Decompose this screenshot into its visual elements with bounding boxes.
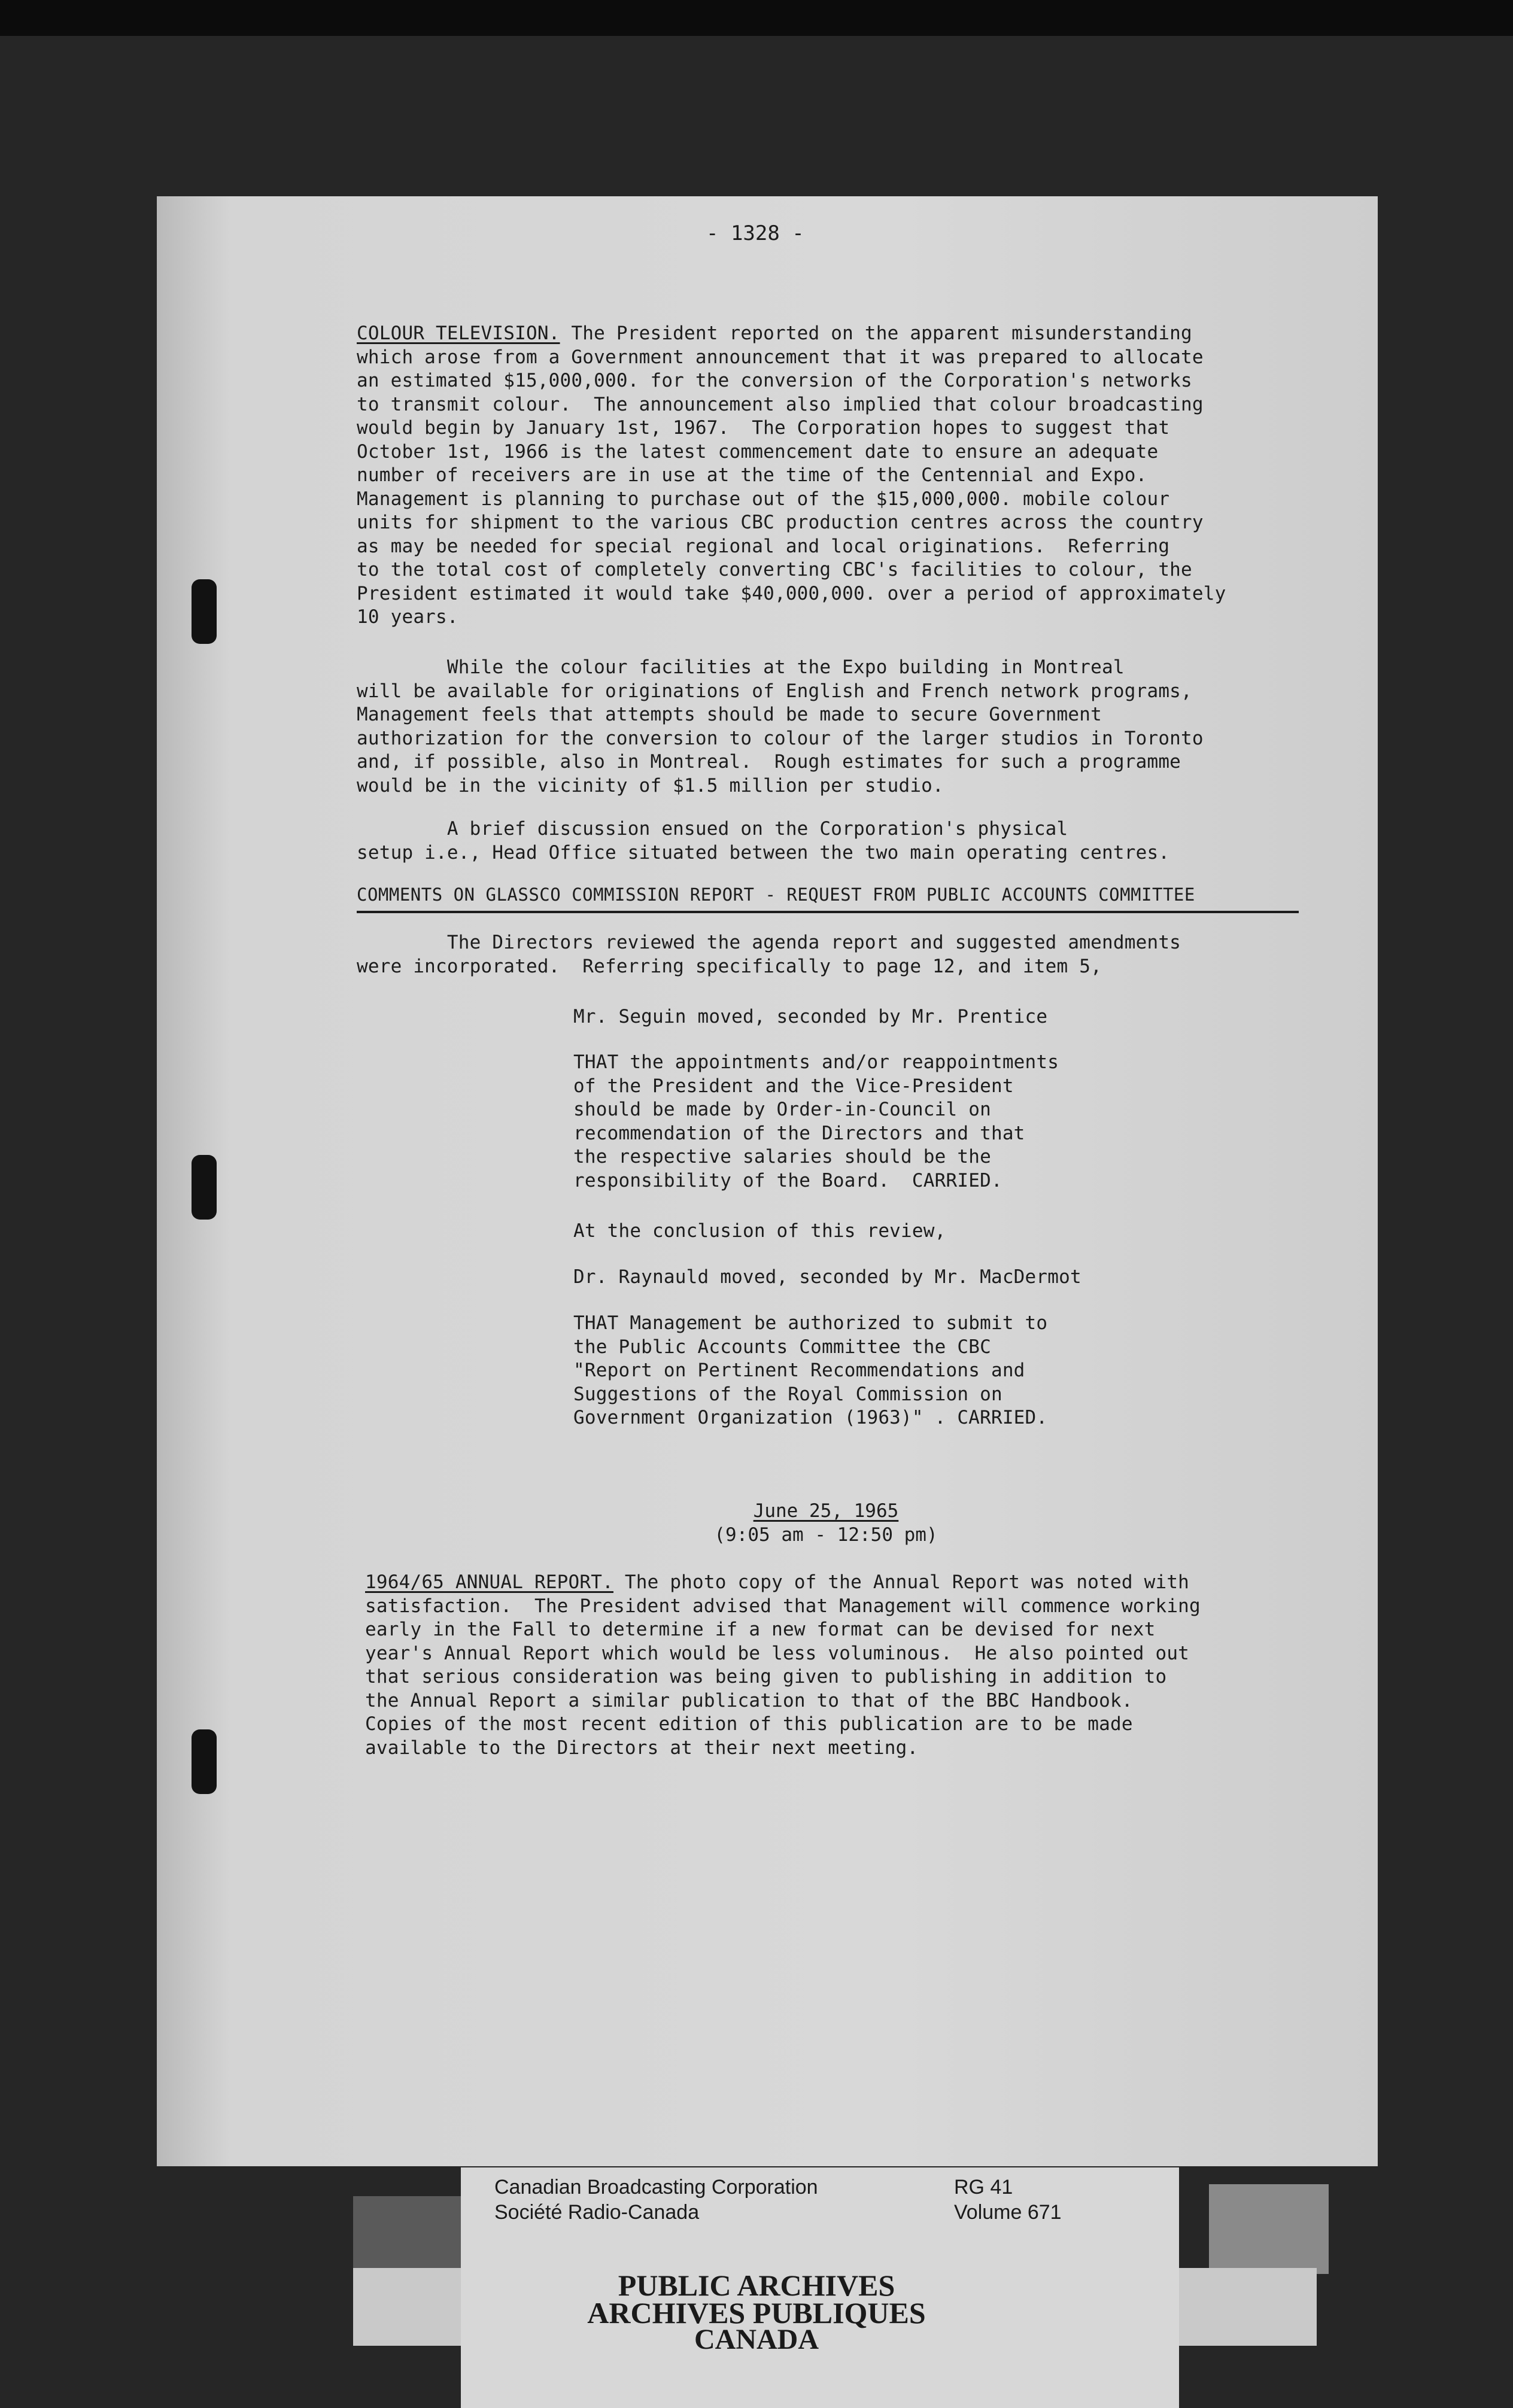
text-line: October 1st, 1966 is the latest commencement date to ensure an adequate [357, 440, 1159, 463]
annual-report-paragraph [365, 1571, 1201, 1760]
colour-tv-paragraph-1 [357, 322, 1226, 630]
label-volume: Volume 671 [954, 2201, 1062, 2224]
archive-title-en: PUBLIC ARCHIVES [618, 2269, 895, 2302]
meeting-date: June 25, 1965 [753, 1500, 899, 1522]
text-line: an estimated $15,000,000. for the conversion of the Corporation's networks [357, 370, 1192, 391]
text-line: should be made by Order-in-Council on [573, 1099, 991, 1120]
text-line: as may be needed for special regional and local originations. Referring [357, 535, 1170, 557]
text-line: the Annual Report a similar publication to that of the BBC Handbook. [365, 1689, 1133, 1711]
text-line: While the colour facilities at the Expo building in Montreal [357, 656, 1125, 678]
text-line: authorization for the conversion to colour of the larger studios in Toronto [357, 727, 1204, 749]
punch-hole [192, 579, 217, 644]
text-line: available to the Directors at their next meeting. [365, 1737, 919, 1759]
colour-tv-heading: COLOUR TELEVISION. [357, 323, 560, 344]
text-line: The photo copy of the Annual Report was noted with [613, 1571, 1190, 1593]
text-line: Management is planning to purchase out of the $15,000,000. mobile colour [357, 488, 1170, 510]
meeting-time: (9:05 am - 12:50 pm) [714, 1524, 938, 1546]
text-line: Management feels that attempts should be made to secure Government [357, 704, 1102, 725]
text-line: recommendation of the Directors and that [573, 1122, 1025, 1144]
text-line: and, if possible, also in Montreal. Rough estimates for such a programme [357, 751, 1181, 773]
text-line: responsibility of the Board. CARRIED. [573, 1169, 1002, 1191]
annual-report-heading: 1964/65 ANNUAL REPORT. [365, 1571, 613, 1593]
text-line: A brief discussion ensued on the Corporation's physical [357, 818, 1068, 840]
text-line: which arose from a Government announcement that it was prepared to allocate [357, 346, 1204, 368]
text-line: early in the Fall to determine if a new format can be devised for next [365, 1619, 1156, 1640]
text-line: 10 years. [357, 606, 458, 628]
text-line: would begin by January 1st, 1967. The Corporation hopes to suggest that [357, 417, 1170, 439]
label-rg: RG 41 [954, 2176, 1013, 2199]
text-line: THAT Management be authorized to submit to [573, 1312, 1048, 1334]
text-line: year's Annual Report which would be less voluminous. He also pointed out [365, 1642, 1190, 1664]
text-line: Copies of the most recent edition of this publication are to be made [365, 1713, 1133, 1735]
text-line: units for shipment to the various CBC production centres across the country [357, 512, 1204, 533]
text-line: The Directors reviewed the agenda report and suggested amendments [357, 932, 1181, 953]
resolution-1 [573, 1051, 1059, 1193]
film-top-edge [0, 0, 1513, 36]
text-line: Government Organization (1963)" . CARRIED. [573, 1407, 1048, 1428]
colour-tv-paragraph-3 [357, 817, 1169, 865]
text-line: satisfaction. The President advised that Management will commence working [365, 1595, 1201, 1617]
archive-title-country: CANADA [694, 2324, 819, 2355]
text-line: to transmit colour. The announcement also implied that colour broadcasting [357, 393, 1204, 415]
punch-hole [192, 1729, 217, 1794]
label-shadow [1209, 2184, 1329, 2274]
page-number: - 1328 - [706, 221, 804, 245]
colour-tv-first-line: The President reported on the apparent misunderstanding [560, 323, 1192, 344]
text-line: would be in the vicinity of $1.5 million per studio. [357, 774, 944, 796]
motion-1: Mr. Seguin moved, seconded by Mr. Prentice [573, 1006, 1048, 1027]
text-line: the respective salaries should be the [573, 1146, 991, 1167]
text-line: of the President and the Vice-President [573, 1075, 1014, 1097]
text-line: setup i.e., Head Office situated between the two main operating centres. [357, 841, 1170, 864]
conclusion-line: At the conclusion of this review, [573, 1220, 946, 1242]
glassco-paragraph [357, 931, 1181, 978]
text-line: President estimated it would take $40,000,000. over a period of approximately [357, 582, 1226, 604]
colour-tv-paragraph-2 [357, 656, 1204, 798]
label-org-fr: Société Radio-Canada [494, 2201, 700, 2224]
resolution-2 [573, 1312, 1047, 1430]
heading-underline [357, 911, 1299, 913]
text-line: the Public Accounts Committee the CBC [573, 1336, 991, 1358]
text-line: to the total cost of completely converting CBC's facilities to colour, the [357, 559, 1192, 580]
text-line: will be available for originations of English and French network programs, [357, 680, 1192, 702]
text-line: were incorporated. Referring specifically to page 12, and item 5, [357, 955, 1102, 977]
punch-hole [192, 1155, 217, 1220]
text-line: number of receivers are in use at the time of the Centennial and Expo. [357, 464, 1147, 486]
glassco-heading: COMMENTS ON GLASSCO COMMISSION REPORT - REQUEST FROM PUBLIC ACCOUNTS COMMITTEE [357, 884, 1195, 905]
label-shadow [353, 2196, 461, 2268]
text-line: THAT the appointments and/or reappointments [573, 1051, 1059, 1073]
archive-title-fr: ARCHIVES PUBLIQUES [587, 2296, 926, 2330]
text-line: "Report on Pertinent Recommendations and [573, 1360, 1025, 1381]
motion-2: Dr. Raynauld moved, seconded by Mr. MacDermot [573, 1266, 1081, 1288]
label-org-en: Canadian Broadcasting Corporation [494, 2176, 818, 2199]
text-line: Suggestions of the Royal Commission on [573, 1383, 1002, 1405]
meeting-date-block [646, 1499, 1005, 1547]
text-line: that serious consideration was being given to publishing in addition to [365, 1666, 1167, 1688]
